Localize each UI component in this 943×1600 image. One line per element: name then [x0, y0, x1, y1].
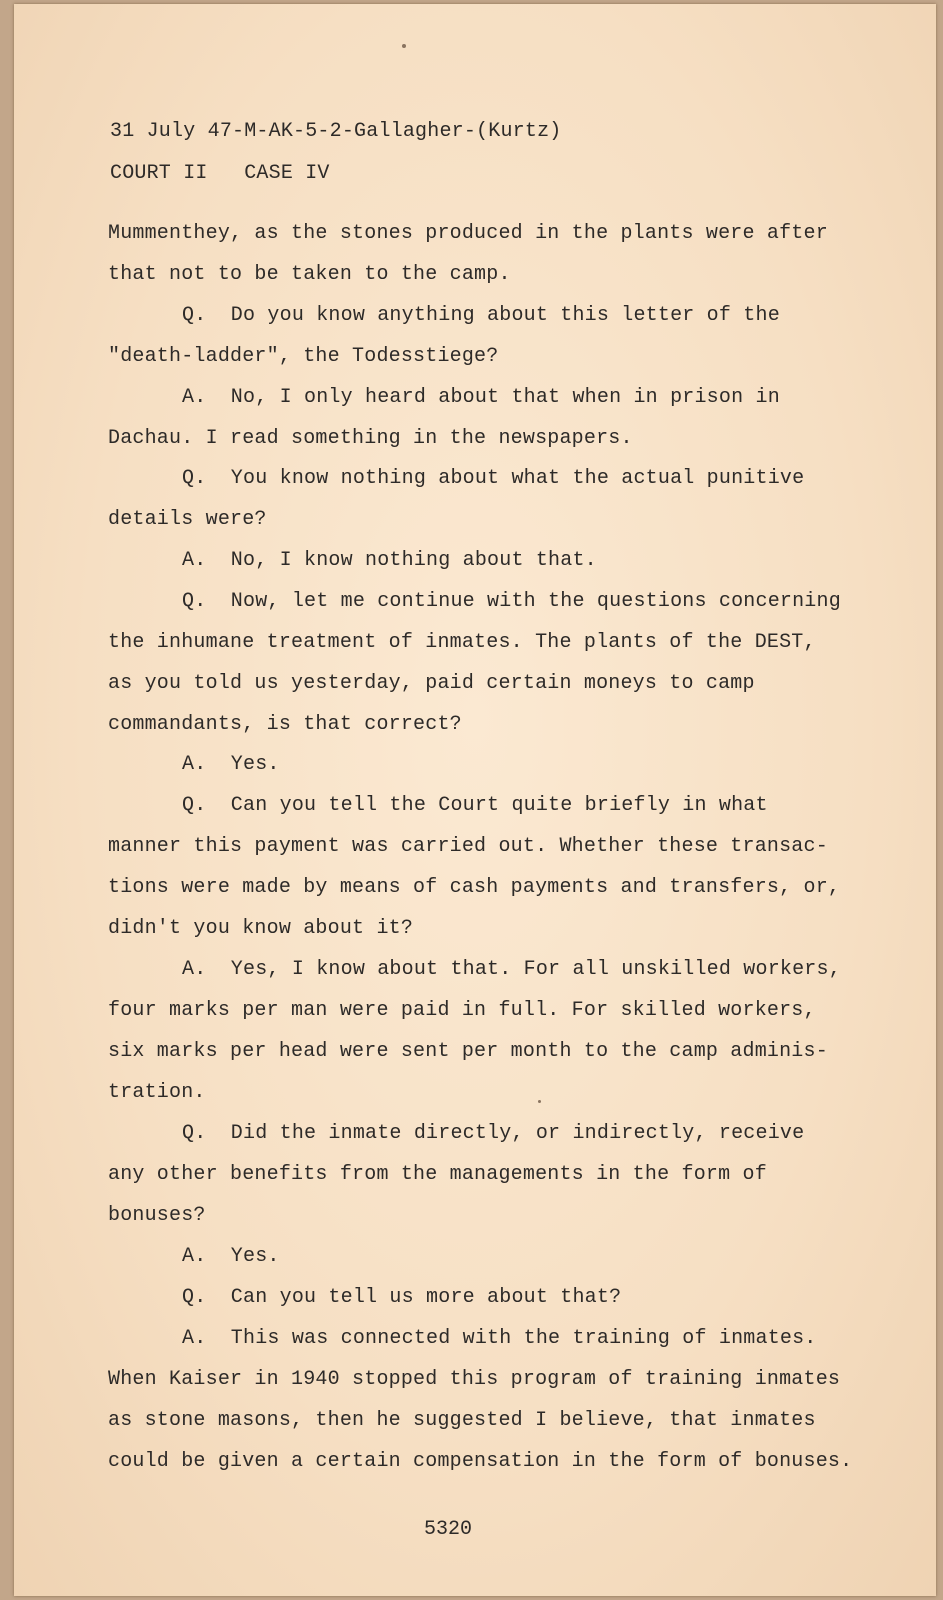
document-page [14, 4, 936, 1596]
paper-speck [538, 1100, 541, 1103]
transcript-line: tration. [108, 1081, 206, 1104]
transcript-line: Q. Did the inmate directly, or indirectly, receive [182, 1122, 805, 1145]
paper-speck [402, 44, 406, 48]
transcript-line: four marks per man were paid in full. For skilled workers, [108, 999, 816, 1022]
transcript-line: manner this payment was carried out. Whether these transac- [108, 835, 828, 858]
transcript-line: details were? [108, 508, 267, 531]
transcript-line: could be given a certain compensation in the form of bonuses. [108, 1450, 853, 1473]
transcript-line: any other benefits from the managements in the form of [108, 1163, 767, 1186]
header-reference: 31 July 47-M-AK-5-2-Gallagher-(Kurtz) [110, 120, 562, 143]
transcript-line: Q. You know nothing about what the actual punitive [182, 467, 805, 490]
transcript-line: that not to be taken to the camp. [108, 263, 511, 286]
transcript-line: Q. Can you tell the Court quite briefly in what [182, 794, 768, 817]
transcript-line: Mummenthey, as the stones produced in the plants were after [108, 222, 828, 245]
transcript-line: A. Yes, I know about that. For all unskilled workers, [182, 958, 841, 981]
transcript-line: commandants, is that correct? [108, 713, 462, 736]
transcript-line: A. Yes. [182, 1245, 280, 1268]
header-court-case: COURT II CASE IV [110, 162, 330, 185]
transcript-line: six marks per head were sent per month to the camp adminis- [108, 1040, 828, 1063]
transcript-line: A. This was connected with the training of inmates. [182, 1327, 817, 1350]
page-number: 5320 [424, 1518, 473, 1541]
transcript-line: Q. Now, let me continue with the questions concerning [182, 590, 841, 613]
transcript-line: the inhumane treatment of inmates. The plants of the DEST, [108, 631, 816, 654]
transcript-line: When Kaiser in 1940 stopped this program of training inmates [108, 1368, 841, 1391]
transcript-line: A. No, I only heard about that when in prison in [182, 386, 780, 409]
transcript-line: didn't you know about it? [108, 917, 414, 940]
transcript-line: tions were made by means of cash payments and transfers, or, [108, 876, 841, 899]
transcript-line: A. Yes. [182, 753, 280, 776]
transcript-line: as you told us yesterday, paid certain moneys to camp [108, 672, 755, 695]
transcript-line: Q. Do you know anything about this letter of the [182, 304, 780, 327]
transcript-line: as stone masons, then he suggested I believe, that inmates [108, 1409, 816, 1432]
transcript-line: A. No, I know nothing about that. [182, 549, 597, 572]
transcript-line: "death-ladder", the Todesstiege? [108, 345, 499, 368]
transcript-line: Dachau. I read something in the newspapers. [108, 427, 633, 450]
transcript-line: bonuses? [108, 1204, 206, 1227]
transcript-line: Q. Can you tell us more about that? [182, 1286, 622, 1309]
